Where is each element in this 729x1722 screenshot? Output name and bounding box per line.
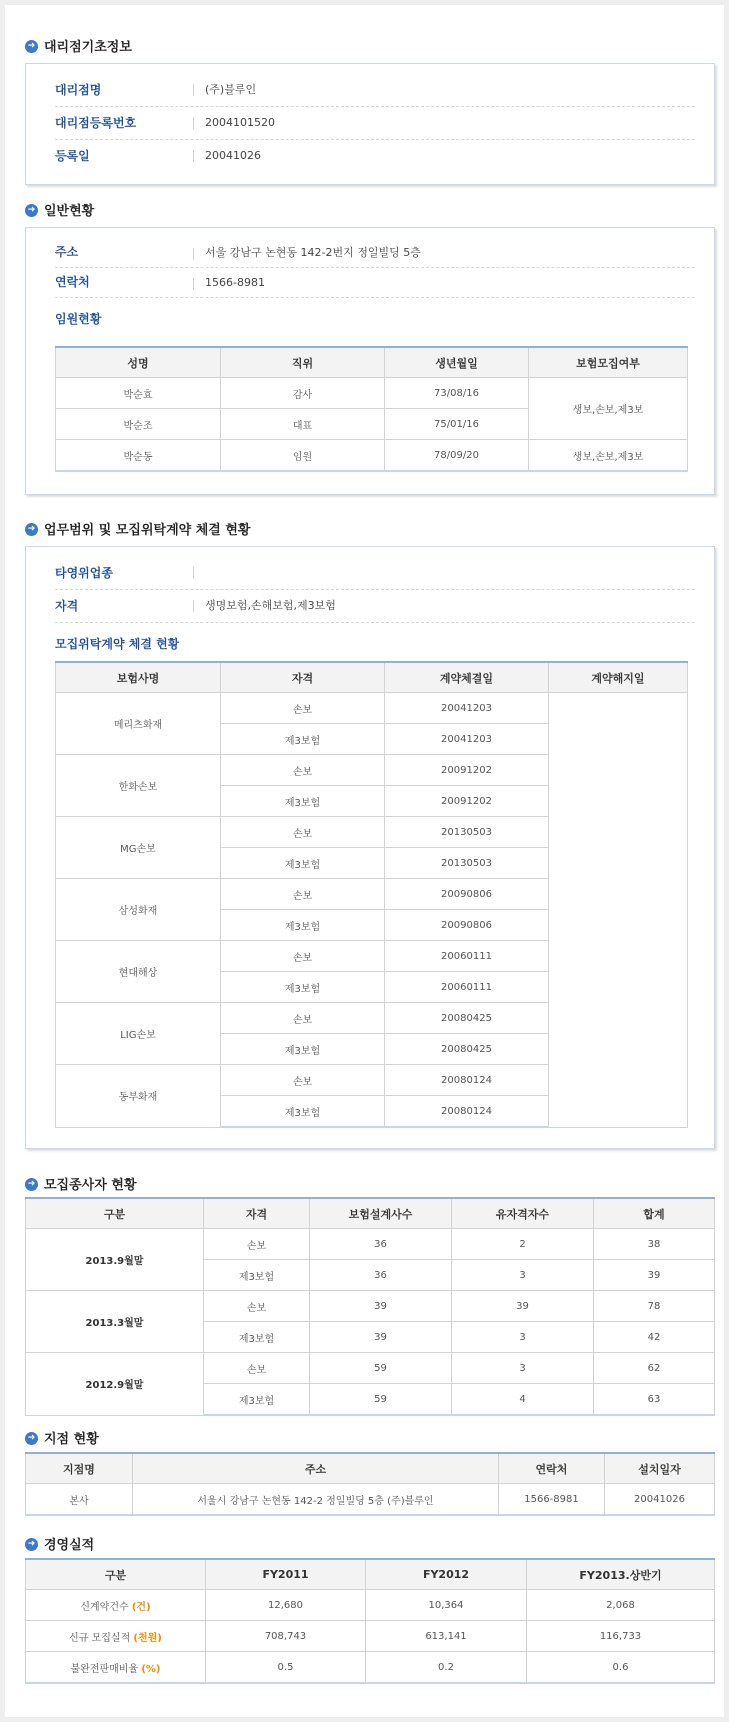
kv-value: 생명보험,손해보험,제3보험 xyxy=(205,599,336,612)
table-cell: 제3보험 xyxy=(221,1034,385,1065)
table-cell: 박순조 xyxy=(56,409,221,440)
kv-label: 자격 xyxy=(55,599,79,613)
section-title-branches xyxy=(25,1430,99,1450)
table-cell: 제3보험 xyxy=(221,786,385,817)
row-label: 불완전판매비율 xyxy=(70,1663,139,1675)
table-cell: 20041203 xyxy=(385,724,549,755)
column-header: 보험모집여부 xyxy=(529,347,688,378)
table-cell: 39 xyxy=(594,1260,715,1291)
kv-value: (주)블루인 xyxy=(205,83,257,96)
column-header: FY2011 xyxy=(206,1559,366,1590)
table-row xyxy=(56,378,688,409)
section-title-text: 모집종사자 현황 xyxy=(44,1178,137,1193)
table-cell: 38 xyxy=(594,1229,715,1260)
contracts-table xyxy=(55,661,688,1128)
kv-row-agency-name xyxy=(55,74,695,107)
table-cell: 대표 xyxy=(221,409,385,440)
table-cell: 42 xyxy=(594,1322,715,1353)
divider xyxy=(193,567,194,579)
table-cell: 손보 xyxy=(204,1291,310,1322)
company-cell: 삼성화재 xyxy=(56,879,221,941)
table-cell: 손보 xyxy=(221,1065,385,1096)
table-cell: 75/01/16 xyxy=(385,409,529,440)
contracts-subheading: 모집위탁계약 체결 현황 xyxy=(55,637,180,651)
table-cell: 임원 xyxy=(221,440,385,472)
period-cell: 2013.3월말 xyxy=(26,1291,204,1353)
table-cell: 0.2 xyxy=(366,1652,527,1684)
circle-arrow-icon: ➜ xyxy=(25,1538,38,1551)
kv-value: 1566-8981 xyxy=(205,276,265,289)
company-cell: LIG손보 xyxy=(56,1003,221,1065)
divider xyxy=(193,117,194,129)
divider xyxy=(193,600,194,612)
row-label-cell xyxy=(26,1652,206,1684)
column-header: 합계 xyxy=(594,1198,715,1229)
table-cell: 20130503 xyxy=(385,817,549,848)
table-cell: 0.6 xyxy=(527,1652,715,1684)
kv-value: 2004101520 xyxy=(205,116,275,129)
table-cell: 3 xyxy=(452,1260,594,1291)
table-cell: 제3보험 xyxy=(221,848,385,879)
circle-arrow-icon: ➜ xyxy=(25,523,38,536)
kv-label: 대리점명 xyxy=(55,83,102,97)
table-cell: 손보 xyxy=(221,817,385,848)
table-cell: 708,743 xyxy=(206,1621,366,1652)
table-row xyxy=(26,1291,715,1322)
table-cell: 3 xyxy=(452,1353,594,1384)
section-title-business xyxy=(25,521,250,541)
table-cell: 0.5 xyxy=(206,1652,366,1684)
row-label: 신계약건수 xyxy=(80,1601,129,1613)
row-label-cell xyxy=(26,1590,206,1621)
company-cell: MG손보 xyxy=(56,817,221,879)
table-header-row xyxy=(26,1559,715,1590)
column-header: 계약체결일 xyxy=(385,662,549,693)
column-header: 연락처 xyxy=(499,1453,605,1484)
table-cell: 62 xyxy=(594,1353,715,1384)
table-cell: 손보 xyxy=(204,1229,310,1260)
column-header: 생년월일 xyxy=(385,347,529,378)
column-header: 성명 xyxy=(56,347,221,378)
table-cell: 손보 xyxy=(221,941,385,972)
circle-arrow-icon: ➜ xyxy=(25,40,38,53)
company-cell: 동부화재 xyxy=(56,1065,221,1128)
table-header-row xyxy=(56,347,688,378)
table-row xyxy=(26,1652,715,1684)
table-cell: 3 xyxy=(452,1322,594,1353)
table-row xyxy=(56,440,688,472)
table-cell: 20091202 xyxy=(385,755,549,786)
unit-label: (%) xyxy=(141,1663,161,1675)
column-header: FY2012 xyxy=(366,1559,527,1590)
table-cell: 서울시 강남구 논현동 142-2 정일빌딩 5층 (주)블루인 xyxy=(133,1484,499,1516)
circle-arrow-icon: ➜ xyxy=(25,204,38,217)
section-title-agency-basic xyxy=(25,38,132,58)
section-title-text: 업무범위 및 모집위탁계약 체결 현황 xyxy=(44,523,251,538)
table-row xyxy=(26,1353,715,1384)
column-header: 지점명 xyxy=(26,1453,133,1484)
termination-date-cell xyxy=(549,693,688,1128)
general-box xyxy=(25,227,715,495)
table-cell: 59 xyxy=(310,1384,452,1416)
table-cell: 39 xyxy=(310,1322,452,1353)
table-cell: 2 xyxy=(452,1229,594,1260)
table-cell: 제3보험 xyxy=(221,1096,385,1128)
table-row xyxy=(26,1590,715,1621)
table-cell: 손보 xyxy=(221,693,385,724)
column-header: 유자격자수 xyxy=(452,1198,594,1229)
table-cell: 78/09/20 xyxy=(385,440,529,472)
table-cell: 1566-8981 xyxy=(499,1484,605,1516)
kv-row-qualification xyxy=(55,590,695,623)
circle-arrow-icon: ➜ xyxy=(25,1178,38,1191)
table-cell: 생보,손보,제3보 xyxy=(529,378,688,440)
row-label: 신규 모집실적 xyxy=(69,1632,131,1644)
table-cell: 20090806 xyxy=(385,910,549,941)
kv-label: 대리점등록번호 xyxy=(55,116,137,130)
table-cell: 제3보험 xyxy=(221,724,385,755)
column-header: 보험설계사수 xyxy=(310,1198,452,1229)
table-cell: 10,364 xyxy=(366,1590,527,1621)
table-cell: 73/08/16 xyxy=(385,378,529,409)
section-title-general xyxy=(25,202,94,222)
table-cell: 20080124 xyxy=(385,1065,549,1096)
column-header: 설치일자 xyxy=(605,1453,715,1484)
period-cell: 2013.9월말 xyxy=(26,1229,204,1291)
kv-value: 20041026 xyxy=(205,149,261,162)
table-cell: 손보 xyxy=(221,879,385,910)
table-row xyxy=(56,693,688,724)
table-cell: 생보,손보,제3보 xyxy=(529,440,688,472)
table-cell: 39 xyxy=(310,1291,452,1322)
table-cell: 59 xyxy=(310,1353,452,1384)
table-cell: 4 xyxy=(452,1384,594,1416)
kv-row-address xyxy=(55,238,695,268)
divider xyxy=(193,278,194,290)
column-header: 구분 xyxy=(26,1559,206,1590)
table-cell: 39 xyxy=(452,1291,594,1322)
column-header: 자격 xyxy=(204,1198,310,1229)
table-cell: 20080425 xyxy=(385,1034,549,1065)
divider xyxy=(193,84,194,96)
business-box xyxy=(25,546,715,1149)
kv-value: 서울 강남구 논현동 142-2번지 정일빌딩 5층 xyxy=(205,246,421,259)
table-cell: 20060111 xyxy=(385,941,549,972)
table-cell: 본사 xyxy=(26,1484,133,1516)
table-cell: 제3보험 xyxy=(204,1260,310,1291)
divider xyxy=(193,248,194,260)
period-cell: 2012.9월말 xyxy=(26,1353,204,1416)
section-title-text: 대리점기초정보 xyxy=(44,40,132,55)
branches-table xyxy=(25,1452,715,1516)
table-cell: 박순효 xyxy=(56,378,221,409)
table-header-row xyxy=(26,1453,715,1484)
table-row xyxy=(26,1621,715,1652)
row-label-cell xyxy=(26,1621,206,1652)
kv-label: 연락처 xyxy=(55,275,90,289)
company-cell: 메리츠화재 xyxy=(56,693,221,755)
table-cell: 제3보험 xyxy=(204,1384,310,1416)
officers-table xyxy=(55,346,688,472)
table-cell: 제3보험 xyxy=(204,1322,310,1353)
table-cell: 2,068 xyxy=(527,1590,715,1621)
section-title-text: 일반현황 xyxy=(44,204,95,219)
table-cell: 78 xyxy=(594,1291,715,1322)
table-cell: 20041203 xyxy=(385,693,549,724)
section-title-text: 경영실적 xyxy=(44,1538,95,1553)
kv-label: 타영위업종 xyxy=(55,566,113,580)
section-title-recruiters xyxy=(25,1176,136,1196)
recruiters-table xyxy=(25,1197,715,1416)
table-cell: 36 xyxy=(310,1229,452,1260)
kv-row-registration-date xyxy=(55,140,695,172)
table-cell: 63 xyxy=(594,1384,715,1416)
table-cell: 손보 xyxy=(221,1003,385,1034)
table-cell: 20091202 xyxy=(385,786,549,817)
kv-label: 주소 xyxy=(55,245,79,259)
table-row xyxy=(26,1484,715,1516)
table-cell: 20090806 xyxy=(385,879,549,910)
column-header: 구분 xyxy=(26,1198,204,1229)
circle-arrow-icon: ➜ xyxy=(25,1432,38,1445)
table-cell: 손보 xyxy=(204,1353,310,1384)
table-cell: 제3보험 xyxy=(221,910,385,941)
company-cell: 현대해상 xyxy=(56,941,221,1003)
table-cell: 36 xyxy=(310,1260,452,1291)
table-cell: 116,733 xyxy=(527,1621,715,1652)
table-header-row xyxy=(26,1198,715,1229)
company-cell: 한화손보 xyxy=(56,755,221,817)
kv-row-other-business xyxy=(55,557,695,590)
table-row xyxy=(26,1229,715,1260)
table-cell: 20130503 xyxy=(385,848,549,879)
page xyxy=(5,5,724,1717)
performance-table xyxy=(25,1558,715,1684)
section-title-performance xyxy=(25,1536,94,1556)
unit-label: (천원) xyxy=(133,1632,162,1644)
divider xyxy=(193,150,194,162)
officers-subheading: 임원현황 xyxy=(55,312,102,326)
column-header: 계약해지일 xyxy=(549,662,688,693)
table-cell: 20080124 xyxy=(385,1096,549,1128)
table-cell: 박순동 xyxy=(56,440,221,472)
column-header: FY2013.상반기 xyxy=(527,1559,715,1590)
kv-label: 등록일 xyxy=(55,149,90,163)
table-cell: 손보 xyxy=(221,755,385,786)
table-cell: 제3보험 xyxy=(221,972,385,1003)
column-header: 보험사명 xyxy=(56,662,221,693)
column-header: 자격 xyxy=(221,662,385,693)
kv-row-registration-number xyxy=(55,107,695,140)
table-cell: 20080425 xyxy=(385,1003,549,1034)
table-cell: 12,680 xyxy=(206,1590,366,1621)
kv-row-contact xyxy=(55,268,695,298)
column-header: 주소 xyxy=(133,1453,499,1484)
table-cell: 613,141 xyxy=(366,1621,527,1652)
column-header: 직위 xyxy=(221,347,385,378)
table-header-row xyxy=(56,662,688,693)
section-title-text: 지점 현황 xyxy=(44,1432,99,1447)
table-cell: 감사 xyxy=(221,378,385,409)
agency-basic-box xyxy=(25,63,715,185)
table-cell: 20060111 xyxy=(385,972,549,1003)
unit-label: (건) xyxy=(131,1601,151,1613)
table-cell: 20041026 xyxy=(605,1484,715,1516)
